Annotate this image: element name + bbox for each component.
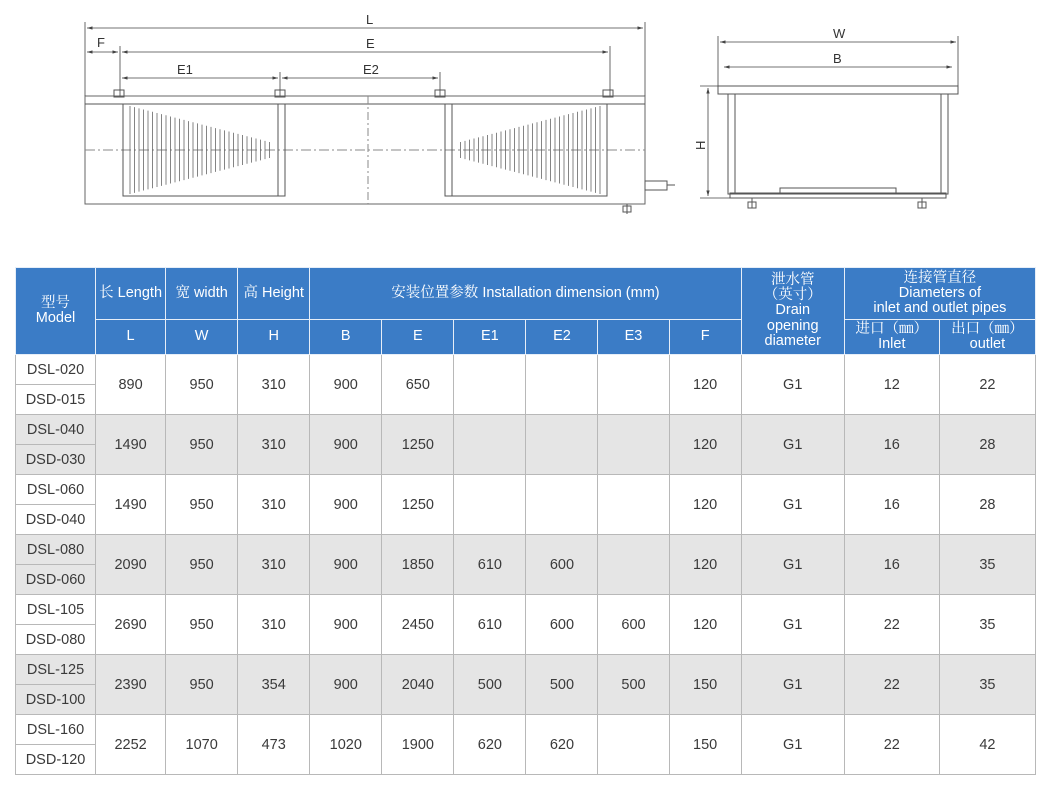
cell-e3: 600 (598, 595, 669, 655)
cell-drain: G1 (741, 655, 844, 715)
cell-outlet: 42 (939, 715, 1035, 775)
header-model-en: Model (35, 310, 76, 326)
specification-table (15, 267, 1036, 775)
cell-e: 1850 (382, 535, 454, 595)
cell-b: 900 (310, 655, 382, 715)
cell-h: 310 (238, 595, 310, 655)
front-dimensions (85, 22, 645, 96)
subheader-l: L (96, 320, 166, 355)
header-model-cn: 型号 (41, 294, 71, 311)
header-drain-cn1: 泄水管 (770, 271, 815, 288)
cell-f: 120 (669, 595, 741, 655)
cell-drain: G1 (741, 475, 844, 535)
model-cell: DSD-030 (16, 445, 96, 475)
cell-e1: 610 (454, 595, 526, 655)
cell-e1: 620 (454, 715, 526, 775)
model-cell: DSD-040 (16, 505, 96, 535)
table-body (16, 355, 1036, 775)
cell-inlet: 12 (844, 355, 939, 415)
cell-f: 120 (669, 475, 741, 535)
cell-b: 900 (310, 595, 382, 655)
subheader-outlet-cn: 出口（㎜） (951, 320, 1024, 337)
cell-l: 1490 (96, 475, 166, 535)
model-cell: DSL-080 (16, 535, 96, 565)
cell-e3 (598, 415, 669, 475)
unit-cooler-drawing (0, 0, 1050, 260)
dim-label-e: E (366, 36, 375, 51)
cell-inlet: 22 (844, 595, 939, 655)
header-installation: 安装位置参数 Installation dimension (mm) (310, 268, 741, 320)
cell-w: 950 (166, 475, 238, 535)
dim-label-e2: E2 (363, 62, 379, 77)
subheader-e: E (382, 320, 454, 355)
model-cell: DSD-080 (16, 625, 96, 655)
cell-outlet: 28 (939, 475, 1035, 535)
cell-inlet: 16 (844, 475, 939, 535)
cell-e3: 500 (598, 655, 669, 715)
dim-label-h: H (693, 140, 708, 150)
header-drain (741, 268, 844, 355)
header-pipes-en2: inlet and outlet pipes (873, 300, 1007, 317)
cell-e3 (598, 475, 669, 535)
dim-label-l: L (366, 12, 374, 27)
model-cell: DSD-015 (16, 385, 96, 415)
cell-drain: G1 (741, 595, 844, 655)
cell-e: 2040 (382, 655, 454, 715)
header-width: 宽 width (166, 268, 238, 320)
cell-w: 950 (166, 595, 238, 655)
cell-h: 310 (238, 535, 310, 595)
cell-w: 1070 (166, 715, 238, 775)
cell-b: 900 (310, 475, 382, 535)
subheader-inlet (844, 320, 939, 355)
cell-l: 2090 (96, 535, 166, 595)
model-cell: DSD-120 (16, 745, 96, 775)
dim-label-f: F (97, 35, 105, 50)
cell-drain: G1 (741, 715, 844, 775)
table-row (16, 415, 1036, 445)
header-pipes-en1: Diameters of (898, 284, 981, 301)
subheader-outlet-en: outlet (969, 336, 1006, 352)
cell-l: 2252 (96, 715, 166, 775)
subheader-e1: E1 (454, 320, 526, 355)
cell-l: 1490 (96, 415, 166, 475)
subheader-e3: E3 (598, 320, 669, 355)
header-drain-en2: opening (766, 317, 819, 334)
model-cell: DSL-060 (16, 475, 96, 505)
table-row (16, 715, 1036, 745)
cell-inlet: 22 (844, 655, 939, 715)
cell-b: 900 (310, 535, 382, 595)
subheader-b: B (310, 320, 382, 355)
cell-l: 2690 (96, 595, 166, 655)
cell-e: 1250 (382, 415, 454, 475)
cell-e2: 600 (526, 535, 598, 595)
cell-drain: G1 (741, 355, 844, 415)
cell-l: 890 (96, 355, 166, 415)
cell-inlet: 16 (844, 535, 939, 595)
cell-outlet: 35 (939, 655, 1035, 715)
cell-outlet: 22 (939, 355, 1035, 415)
model-cell: DSL-105 (16, 595, 96, 625)
cell-e1 (454, 415, 526, 475)
subheader-h: H (238, 320, 310, 355)
model-cell: DSL-040 (16, 415, 96, 445)
cell-h: 310 (238, 355, 310, 415)
cell-h: 310 (238, 415, 310, 475)
subheader-inlet-cn: 进口（㎜） (855, 320, 929, 337)
table-row (16, 535, 1036, 565)
subheader-w: W (166, 320, 238, 355)
cell-f: 150 (669, 655, 741, 715)
cell-w: 950 (166, 415, 238, 475)
table-row (16, 655, 1036, 685)
cell-drain: G1 (741, 535, 844, 595)
cell-outlet: 28 (939, 415, 1035, 475)
subheader-outlet (939, 320, 1035, 355)
header-drain-en1: Drain (775, 302, 811, 319)
dim-label-b: B (833, 51, 842, 66)
header-drain-cn2: （英寸） (763, 287, 822, 304)
cell-e2: 620 (526, 715, 598, 775)
cell-e2: 600 (526, 595, 598, 655)
cell-w: 950 (166, 655, 238, 715)
cell-e3 (598, 715, 669, 775)
cell-f: 150 (669, 715, 741, 775)
model-cell: DSL-020 (16, 355, 96, 385)
cell-e2 (526, 355, 598, 415)
cell-e: 650 (382, 355, 454, 415)
cell-outlet: 35 (939, 535, 1035, 595)
cell-e: 1250 (382, 475, 454, 535)
cell-b: 900 (310, 355, 382, 415)
cell-outlet: 35 (939, 595, 1035, 655)
cell-e1 (454, 475, 526, 535)
model-cell: DSD-060 (16, 565, 96, 595)
cell-f: 120 (669, 535, 741, 595)
cell-f: 120 (669, 415, 741, 475)
model-cell: DSL-160 (16, 715, 96, 745)
cell-h: 354 (238, 655, 310, 715)
table-header (16, 268, 1036, 355)
subheader-inlet-en: Inlet (878, 336, 906, 352)
cell-f: 120 (669, 355, 741, 415)
cell-h: 310 (238, 475, 310, 535)
side-dimensions (700, 36, 958, 198)
cell-w: 950 (166, 355, 238, 415)
cell-e2: 500 (526, 655, 598, 715)
cell-e1: 500 (454, 655, 526, 715)
cell-w: 950 (166, 535, 238, 595)
header-model (16, 268, 96, 355)
cell-e1 (454, 355, 526, 415)
cell-e: 1900 (382, 715, 454, 775)
model-cell: DSD-100 (16, 685, 96, 715)
cell-b: 1020 (310, 715, 382, 775)
header-height: 高 Height (238, 268, 310, 320)
side-view (718, 86, 958, 208)
cell-e2 (526, 415, 598, 475)
cell-inlet: 22 (844, 715, 939, 775)
table-row (16, 595, 1036, 625)
cell-h: 473 (238, 715, 310, 775)
cell-drain: G1 (741, 415, 844, 475)
cell-e3 (598, 355, 669, 415)
header-length: 长 Length (96, 268, 166, 320)
dim-label-w: W (833, 26, 846, 41)
header-pipes-cn: 连接管直径 (903, 269, 977, 286)
front-view (85, 90, 675, 214)
cell-e3 (598, 535, 669, 595)
model-cell: DSL-125 (16, 655, 96, 685)
subheader-e2: E2 (526, 320, 598, 355)
cell-e2 (526, 475, 598, 535)
table-row (16, 475, 1036, 505)
cell-b: 900 (310, 415, 382, 475)
cell-e1: 610 (454, 535, 526, 595)
header-pipes (844, 268, 1035, 320)
table-row (16, 355, 1036, 385)
subheader-f: F (669, 320, 741, 355)
cell-inlet: 16 (844, 415, 939, 475)
dim-label-e1: E1 (177, 62, 193, 77)
cell-e: 2450 (382, 595, 454, 655)
cell-l: 2390 (96, 655, 166, 715)
header-drain-en3: diameter (764, 332, 821, 349)
